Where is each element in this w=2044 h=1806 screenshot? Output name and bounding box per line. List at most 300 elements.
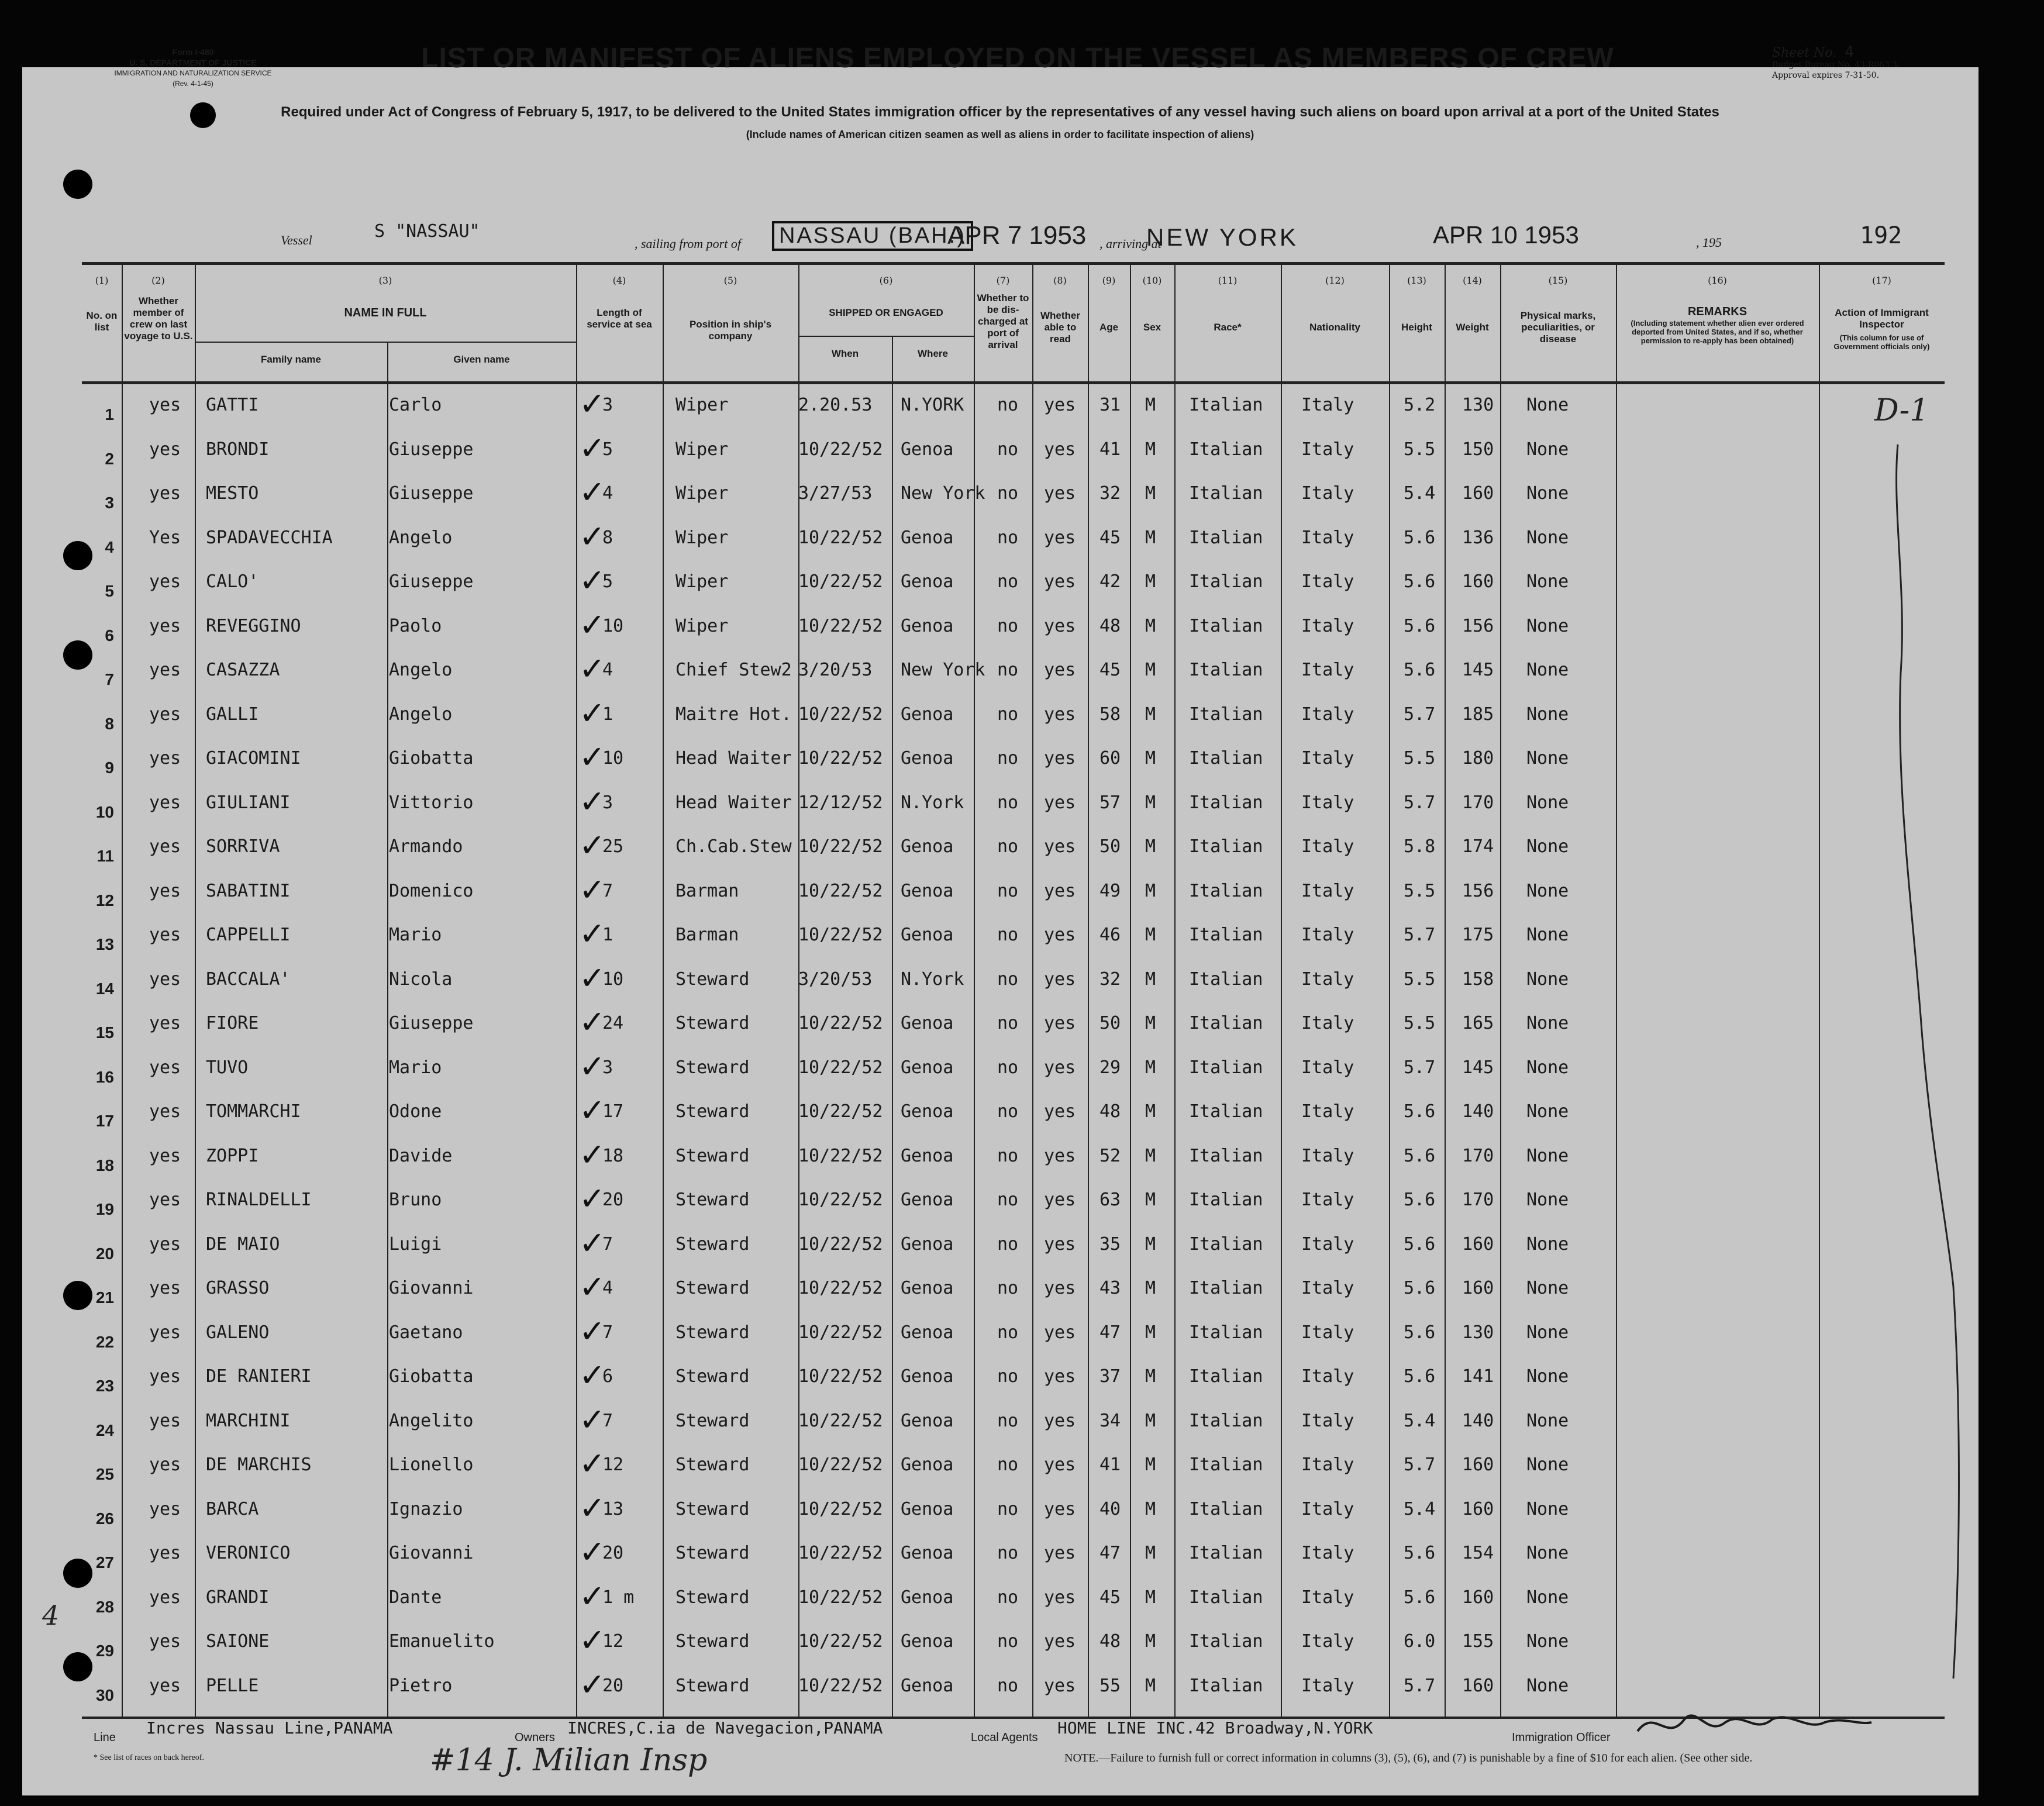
family-name: CAPPELLI (206, 925, 291, 945)
given-name: Lionello (389, 1455, 474, 1475)
member-last-voyage: yes (149, 439, 181, 460)
col-num-3: (3) (378, 275, 392, 286)
col-num-8: (8) (1053, 275, 1067, 286)
shipped-when: 10/22/52 (798, 748, 883, 768)
row-number: 14 (95, 979, 114, 998)
shipped-where: N.York (901, 792, 964, 813)
sex: M (1145, 615, 1156, 636)
given-name: Angelo (389, 527, 453, 548)
able-to-read: yes (1044, 969, 1076, 990)
position: Wiper (675, 439, 729, 460)
physical-marks: None (1526, 880, 1569, 901)
weight: 175 (1462, 925, 1494, 945)
header-inspector-note: (This column for use of Government officials only) (1833, 333, 1930, 351)
age: 45 (1099, 1587, 1121, 1608)
shipped-where: N.YORK (901, 395, 964, 415)
sex: M (1145, 1190, 1156, 1210)
row-number: 12 (95, 891, 114, 909)
race: Italian (1189, 615, 1263, 636)
physical-marks: None (1526, 836, 1569, 857)
able-to-read: yes (1044, 792, 1076, 813)
given-name: Carlo (389, 395, 442, 415)
shipped-where: Genoa (901, 1057, 954, 1078)
physical-marks: None (1526, 1498, 1569, 1519)
weight: 155 (1462, 1631, 1494, 1652)
discharged: no (997, 880, 1019, 901)
sex: M (1145, 1543, 1156, 1563)
age: 48 (1099, 615, 1121, 636)
weight: 160 (1462, 1233, 1494, 1254)
check-mark: ✓ (579, 1445, 606, 1482)
page-title: LIST OR MANIFEST OF ALIENS EMPLOYED ON THE VESSEL AS MEMBERS OF CREW (421, 43, 1614, 74)
length-of-service: 10 (602, 748, 624, 768)
shipped-where: New York (901, 660, 985, 680)
able-to-read: yes (1044, 571, 1076, 592)
nationality: Italy (1301, 439, 1354, 460)
header-remarks-note: (Including statement whether alien ever ordered deported from United States, and if so, whether permission to re-apply has been obtained) (1631, 319, 1804, 345)
sex: M (1145, 571, 1156, 592)
shipped-when: 10/22/52 (798, 1543, 883, 1563)
shipped-when: 10/22/52 (798, 1675, 883, 1696)
col-num-1: (1) (95, 275, 109, 286)
discharged: no (997, 1013, 1019, 1033)
department-name: U. S. DEPARTMENT OF JUSTICE (129, 58, 257, 67)
physical-marks: None (1526, 1145, 1569, 1166)
check-mark: ✓ (579, 1269, 606, 1305)
requirement-note: (Include names of American citizen seamen as well as aliens in order to facilitate inspection of aliens) (746, 129, 1254, 140)
discharged: no (997, 969, 1019, 990)
sex: M (1145, 792, 1156, 813)
check-mark: ✓ (579, 1180, 606, 1217)
shipped-where: Genoa (901, 1101, 954, 1122)
discharged: no (997, 571, 1019, 592)
col-num-15: (15) (1548, 275, 1568, 286)
row-number: 10 (95, 802, 114, 821)
shipped-where: Genoa (901, 1455, 954, 1475)
age: 32 (1099, 969, 1121, 990)
discharged: no (997, 792, 1019, 813)
age: 46 (1099, 925, 1121, 945)
family-name: ZOPPI (206, 1145, 259, 1166)
shipped-where: Genoa (901, 1190, 954, 1210)
given-name: Bruno (389, 1190, 442, 1210)
shipped-where: Genoa (901, 615, 954, 636)
shipped-where: Genoa (901, 1366, 954, 1387)
weight: 145 (1462, 1057, 1494, 1078)
age: 52 (1099, 1145, 1121, 1166)
able-to-read: yes (1044, 660, 1076, 680)
family-name: DE MAIO (206, 1233, 280, 1254)
header-bottom-border (82, 381, 1945, 384)
row-number: 29 (95, 1642, 114, 1660)
col-num-7: (7) (996, 275, 1010, 286)
weight: 141 (1462, 1366, 1494, 1387)
physical-marks: None (1526, 439, 1569, 460)
sex: M (1145, 1455, 1156, 1475)
position: Steward (675, 1322, 750, 1343)
row-number: 13 (95, 935, 114, 953)
member-last-voyage: yes (149, 1278, 181, 1298)
member-last-voyage: yes (149, 1631, 181, 1652)
member-last-voyage: yes (149, 1057, 181, 1078)
family-name: DE MARCHIS (206, 1455, 312, 1475)
age: 63 (1099, 1190, 1121, 1210)
check-mark: ✓ (579, 1666, 606, 1703)
family-name: MARCHINI (206, 1410, 291, 1431)
sex: M (1145, 1631, 1156, 1652)
given-name: Gaetano (389, 1322, 463, 1343)
member-last-voyage: yes (149, 1145, 181, 1166)
check-mark: ✓ (579, 385, 606, 422)
height: 5.6 (1404, 1543, 1436, 1563)
given-name: Emanuelito (389, 1631, 495, 1652)
age: 47 (1099, 1543, 1121, 1563)
family-name: MESTO (206, 483, 259, 504)
shipped-where: N.York (901, 969, 964, 990)
race: Italian (1189, 1675, 1263, 1696)
sex: M (1145, 395, 1156, 415)
shipped-where: Genoa (901, 748, 954, 768)
height: 5.4 (1404, 1410, 1436, 1431)
discharged: no (997, 704, 1019, 725)
able-to-read: yes (1044, 483, 1076, 504)
nationality: Italy (1301, 925, 1354, 945)
check-mark: ✓ (579, 1533, 606, 1570)
col-divider (1032, 263, 1033, 1718)
given-name: Giovanni (389, 1543, 474, 1563)
row-number: 20 (95, 1244, 114, 1263)
position: Wiper (675, 483, 729, 504)
able-to-read: yes (1044, 439, 1076, 460)
physical-marks: None (1526, 395, 1569, 415)
row-number: 9 (105, 759, 114, 777)
height: 5.7 (1404, 925, 1436, 945)
col-divider (974, 263, 975, 1718)
given-name: Angelo (389, 704, 453, 725)
weight: 130 (1462, 395, 1494, 415)
weight: 165 (1462, 1013, 1494, 1033)
age: 55 (1099, 1675, 1121, 1696)
row-number: 18 (95, 1156, 114, 1174)
given-name: Angelito (389, 1410, 474, 1431)
check-mark: ✓ (579, 1047, 606, 1085)
sex: M (1145, 483, 1156, 504)
member-last-voyage: yes (149, 483, 181, 504)
position: Steward (675, 1145, 750, 1166)
race: Italian (1189, 483, 1263, 504)
age: 58 (1099, 704, 1121, 725)
col-divider (387, 342, 388, 1718)
col-num-10: (10) (1142, 275, 1162, 286)
length-of-service: 1 (602, 925, 613, 945)
col-divider (892, 336, 893, 1718)
sex: M (1145, 1366, 1156, 1387)
nationality: Italy (1301, 1322, 1354, 1343)
check-mark: ✓ (579, 783, 606, 820)
position: Ch.Cab.Stew (675, 836, 792, 857)
length-of-service: 25 (602, 836, 624, 857)
race: Italian (1189, 439, 1263, 460)
race: Italian (1189, 1543, 1263, 1563)
col-num-17: (17) (1872, 275, 1891, 286)
inspector-ditto-line (1889, 439, 1971, 1696)
family-name: GRASSO (206, 1278, 270, 1298)
arrival-date-stamp: APR 10 1953 (1433, 221, 1579, 249)
nationality: Italy (1301, 1278, 1354, 1298)
position: Barman (675, 925, 739, 945)
given-name: Giuseppe (389, 571, 474, 592)
budget-bureau-no: Budget Bureau No. 43-R063.3. (1772, 60, 1900, 70)
row-number: 8 (105, 714, 114, 733)
member-last-voyage: yes (149, 660, 181, 680)
nationality: Italy (1301, 792, 1354, 813)
able-to-read: yes (1044, 748, 1076, 768)
family-name: GIULIANI (206, 792, 291, 813)
family-name: GALENO (206, 1322, 270, 1343)
height: 5.6 (1404, 1278, 1436, 1298)
shipped-when: 10/22/52 (798, 1322, 883, 1343)
row-number: 23 (95, 1377, 114, 1395)
check-mark: ✓ (579, 1489, 606, 1526)
nationality: Italy (1301, 1587, 1354, 1608)
nationality: Italy (1301, 1013, 1354, 1033)
row-number: 4 (105, 537, 114, 556)
race: Italian (1189, 836, 1263, 857)
length-of-service: 13 (602, 1498, 624, 1519)
header-length-of-service: Length of service at sea (587, 307, 652, 330)
weight: 145 (1462, 660, 1494, 680)
margin-mark: 4 (42, 1600, 60, 1631)
nationality: Italy (1301, 1631, 1354, 1652)
subheader-divider (195, 342, 576, 343)
age: 40 (1099, 1498, 1121, 1519)
given-name: Giuseppe (389, 1013, 474, 1033)
length-of-service: 10 (602, 615, 624, 636)
family-name: CASAZZA (206, 660, 280, 680)
header-sex: Sex (1143, 322, 1161, 333)
physical-marks: None (1526, 1543, 1569, 1563)
member-last-voyage: yes (149, 1587, 181, 1608)
officer-signature (1632, 1702, 1877, 1749)
form-identification (70, 47, 316, 89)
race: Italian (1189, 527, 1263, 548)
owners-label: Owners (515, 1731, 555, 1744)
age: 41 (1099, 1455, 1121, 1475)
family-name: SABATINI (206, 880, 291, 901)
physical-marks: None (1526, 571, 1569, 592)
position: Steward (675, 969, 750, 990)
weight: 160 (1462, 1675, 1494, 1696)
length-of-service: 3 (602, 395, 613, 415)
physical-marks: None (1526, 1101, 1569, 1122)
agents-label: Local Agents (971, 1731, 1038, 1744)
check-mark: ✓ (579, 518, 606, 555)
nationality: Italy (1301, 571, 1354, 592)
weight: 156 (1462, 615, 1494, 636)
punch-hole (63, 170, 92, 199)
member-last-voyage: yes (149, 925, 181, 945)
discharged: no (997, 439, 1019, 460)
able-to-read: yes (1044, 1278, 1076, 1298)
length-of-service: 4 (602, 483, 613, 504)
shipped-when: 10/22/52 (798, 1587, 883, 1608)
given-name: Luigi (389, 1233, 442, 1254)
discharged: no (997, 1101, 1019, 1122)
shipped-where: Genoa (901, 1631, 954, 1652)
weight: 160 (1462, 1278, 1494, 1298)
position: Steward (675, 1410, 750, 1431)
weight: 140 (1462, 1410, 1494, 1431)
sex: M (1145, 748, 1156, 768)
position: Steward (675, 1013, 750, 1033)
weight: 160 (1462, 571, 1494, 592)
position: Wiper (675, 571, 729, 592)
position: Barman (675, 880, 739, 901)
check-mark: ✓ (579, 474, 606, 511)
able-to-read: yes (1044, 1101, 1076, 1122)
row-number: 5 (105, 582, 114, 600)
position: Wiper (675, 615, 729, 636)
height: 5.5 (1404, 1013, 1436, 1033)
able-to-read: yes (1044, 836, 1076, 857)
shipped-where: Genoa (901, 527, 954, 548)
length-of-service: 4 (602, 660, 613, 680)
check-mark: ✓ (579, 915, 606, 952)
height: 5.6 (1404, 1145, 1436, 1166)
weight: 140 (1462, 1101, 1494, 1122)
given-name: Giobatta (389, 1366, 474, 1387)
port-of-departure: NASSAU (BAH.) (772, 221, 973, 251)
check-mark: ✓ (579, 1312, 606, 1350)
family-name: RINALDELLI (206, 1190, 312, 1210)
sex: M (1145, 1410, 1156, 1431)
shipped-where: Genoa (901, 1410, 954, 1431)
height: 5.6 (1404, 1233, 1436, 1254)
weight: 170 (1462, 1145, 1494, 1166)
member-last-voyage: yes (149, 1233, 181, 1254)
col-num-11: (11) (1218, 275, 1238, 286)
header-family-name: Family name (261, 354, 321, 365)
col-num-12: (12) (1325, 275, 1345, 286)
discharged: no (997, 1410, 1019, 1431)
given-name: Nicola (389, 969, 453, 990)
age: 50 (1099, 836, 1121, 857)
header-when: When (831, 348, 859, 359)
given-name: Mario (389, 1057, 442, 1078)
height: 5.7 (1404, 704, 1436, 725)
sex: M (1145, 1057, 1156, 1078)
length-of-service: 20 (602, 1675, 624, 1696)
length-of-service: 3 (602, 792, 613, 813)
position: Steward (675, 1455, 750, 1475)
height: 5.6 (1404, 615, 1436, 636)
member-last-voyage: yes (149, 1366, 181, 1387)
check-mark: ✓ (579, 959, 606, 997)
nationality: Italy (1301, 1455, 1354, 1475)
weight: 150 (1462, 439, 1494, 460)
length-of-service: 7 (602, 1322, 613, 1343)
height: 5.6 (1404, 1190, 1436, 1210)
shipped-when: 10/22/52 (798, 1190, 883, 1210)
col-divider (1174, 263, 1176, 1718)
able-to-read: yes (1044, 704, 1076, 725)
header-shipped-or-engaged: SHIPPED OR ENGAGED (829, 307, 943, 318)
shipped-where: Genoa (901, 1322, 954, 1343)
height: 5.5 (1404, 439, 1436, 460)
physical-marks: None (1526, 748, 1569, 768)
row-number: 27 (95, 1553, 114, 1571)
shipped-where: Genoa (901, 880, 954, 901)
family-name: SAIONE (206, 1631, 270, 1652)
col-divider (663, 263, 664, 1718)
shipped-when: 10/22/52 (798, 571, 883, 592)
row-number: 6 (105, 626, 114, 644)
height: 5.7 (1404, 1675, 1436, 1696)
height: 5.7 (1404, 1057, 1436, 1078)
discharged: no (997, 1587, 1019, 1608)
length-of-service: 24 (602, 1013, 624, 1033)
shipped-when: 10/22/52 (798, 1410, 883, 1431)
shipped-when: 3/20/53 (798, 969, 873, 990)
member-last-voyage: yes (149, 1675, 181, 1696)
col-divider (195, 263, 196, 1718)
given-name: Davide (389, 1145, 453, 1166)
port-of-arrival: NEW YORK (1146, 223, 1298, 251)
physical-marks: None (1526, 704, 1569, 725)
length-of-service: 3 (602, 1057, 613, 1078)
given-name: Ignazio (389, 1498, 463, 1519)
physical-marks: None (1526, 792, 1569, 813)
height: 5.6 (1404, 571, 1436, 592)
able-to-read: yes (1044, 1410, 1076, 1431)
shipped-when: 10/22/52 (798, 1278, 883, 1298)
member-last-voyage: yes (149, 880, 181, 901)
height: 6.0 (1404, 1631, 1436, 1652)
height: 5.4 (1404, 483, 1436, 504)
weight: 160 (1462, 483, 1494, 504)
row-number: 21 (95, 1288, 114, 1307)
shipped-when: 2.20.53 (798, 395, 873, 415)
weight: 154 (1462, 1543, 1494, 1563)
check-mark: ✓ (579, 1136, 606, 1173)
length-of-service: 7 (602, 880, 613, 901)
punch-hole (63, 640, 92, 670)
position: Steward (675, 1278, 750, 1298)
family-name: PELLE (206, 1675, 259, 1696)
discharged: no (997, 660, 1019, 680)
shipped-when: 10/22/52 (798, 1013, 883, 1033)
age: 35 (1099, 1233, 1121, 1254)
race: Italian (1189, 1498, 1263, 1519)
height: 5.4 (1404, 1498, 1436, 1519)
sex: M (1145, 1278, 1156, 1298)
race: Italian (1189, 1366, 1263, 1387)
position: Steward (675, 1190, 750, 1210)
given-name: Odone (389, 1101, 442, 1122)
family-name: TUVO (206, 1057, 249, 1078)
header-race: Race* (1214, 322, 1242, 333)
line-label: Line (94, 1731, 116, 1744)
length-of-service: 7 (602, 1410, 613, 1431)
family-name: BACCALA' (206, 969, 291, 990)
col-num-16: (16) (1708, 275, 1727, 286)
height: 5.6 (1404, 1366, 1436, 1387)
races-note: * See list of races on back hereof. (94, 1753, 204, 1762)
physical-marks: None (1526, 1675, 1569, 1696)
header-no-on-list: No. on list (86, 310, 118, 333)
race: Italian (1189, 1410, 1263, 1431)
subheader-divider (798, 336, 974, 337)
